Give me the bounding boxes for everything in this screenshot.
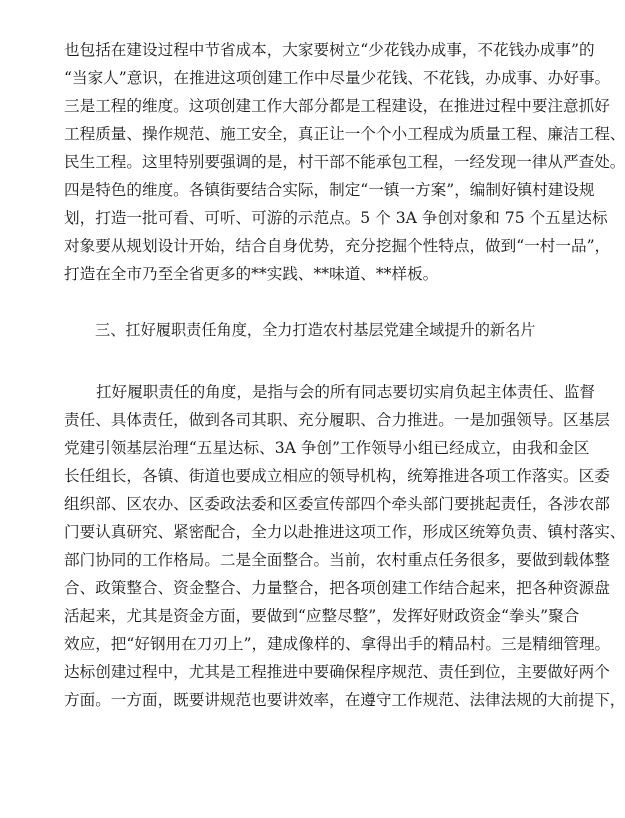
text-line: 责任、具体责任，做到各司其职、充分履职、合力推进。一是加强领导。区基层 <box>64 411 610 429</box>
text-line: 部门协同的工作格局。二是全面整合。当前，农村重点任务很多，要做到载体整 <box>64 551 610 569</box>
text-line: 三是工程的维度。这项创建工作大部分都是工程建设，在推进过程中要注意抓好 <box>64 97 610 115</box>
text-line: 也包括在建设过程中节省成本，大家要树立“少花钱办成事，不花钱办成事”的 <box>64 41 595 59</box>
text-line: 民生工程。这里特别要强调的是，村干部不能承包工程，一经发现一律从严查处。 <box>64 153 625 171</box>
text-line: 长任组长，各镇、街道也要成立相应的领导机构，统筹推进各项工作落实。区委 <box>64 467 610 485</box>
text-line: 对象要从规划设计开始，结合自身优势，充分挖掘个性特点，做到“一村一品”， <box>64 237 611 255</box>
text-line: 活起来，尤其是资金方面，要做到“应整尽整”，发挥好财政资金“拳头”聚合 <box>64 607 580 625</box>
text-line: 组织部、区农办、区委政法委和区委宣传部四个牵头部门要挑起责任，各涉农部 <box>64 495 610 513</box>
text-line: 扛好履职责任的角度，是指与会的所有同志要切实肩负起主体责任、监督 <box>96 383 596 401</box>
text-line: 达标创建过程中，尤其是工程推进中要确保程序规范、责任到位，主要做好两个 <box>64 663 610 681</box>
text-line: 方面。一方面，既要讲规范也要讲效率，在遵守工作规范、法律法规的大前提下， <box>64 691 625 709</box>
text-line: 合、政策整合、资金整合、力量整合，把各项创建工作结合起来，把各种资源盘 <box>64 579 610 597</box>
text-line: 划，打造一批可看、可听、可游的示范点。5 个 3A 争创对象和 75 个五星达标 <box>64 209 608 227</box>
text-line: “当家人”意识，在推进这项创建工作中尽量少花钱、不花钱，办成事、办好事。 <box>64 69 611 87</box>
text-line: 工程质量、操作规范、施工安全，真正让一个个小工程成为质量工程、廉洁工程、 <box>64 125 625 143</box>
section-heading: 三、扛好履职责任角度，全力打造农村基层党建全域提升的新名片 <box>95 321 536 339</box>
text-line: 打造在全市乃至全省更多的**实践、**味道、**样板。 <box>64 265 439 283</box>
text-line: 门要认真研究、紧密配合，全力以赴推进这项工作，形成区统筹负责、镇村落实、 <box>64 523 625 541</box>
text-line: 党建引领基层治理“五星达标、3A 争创”工作领导小组已经成立，由我和金区 <box>64 439 590 457</box>
text-line: 效应，把“好钢用在刀刃上”，建成像样的、拿得出手的精品村。三是精细管理。 <box>64 635 611 653</box>
text-line: 四是特色的维度。各镇街要结合实际，制定“一镇一方案”，编制好镇村建设规 <box>64 181 595 199</box>
